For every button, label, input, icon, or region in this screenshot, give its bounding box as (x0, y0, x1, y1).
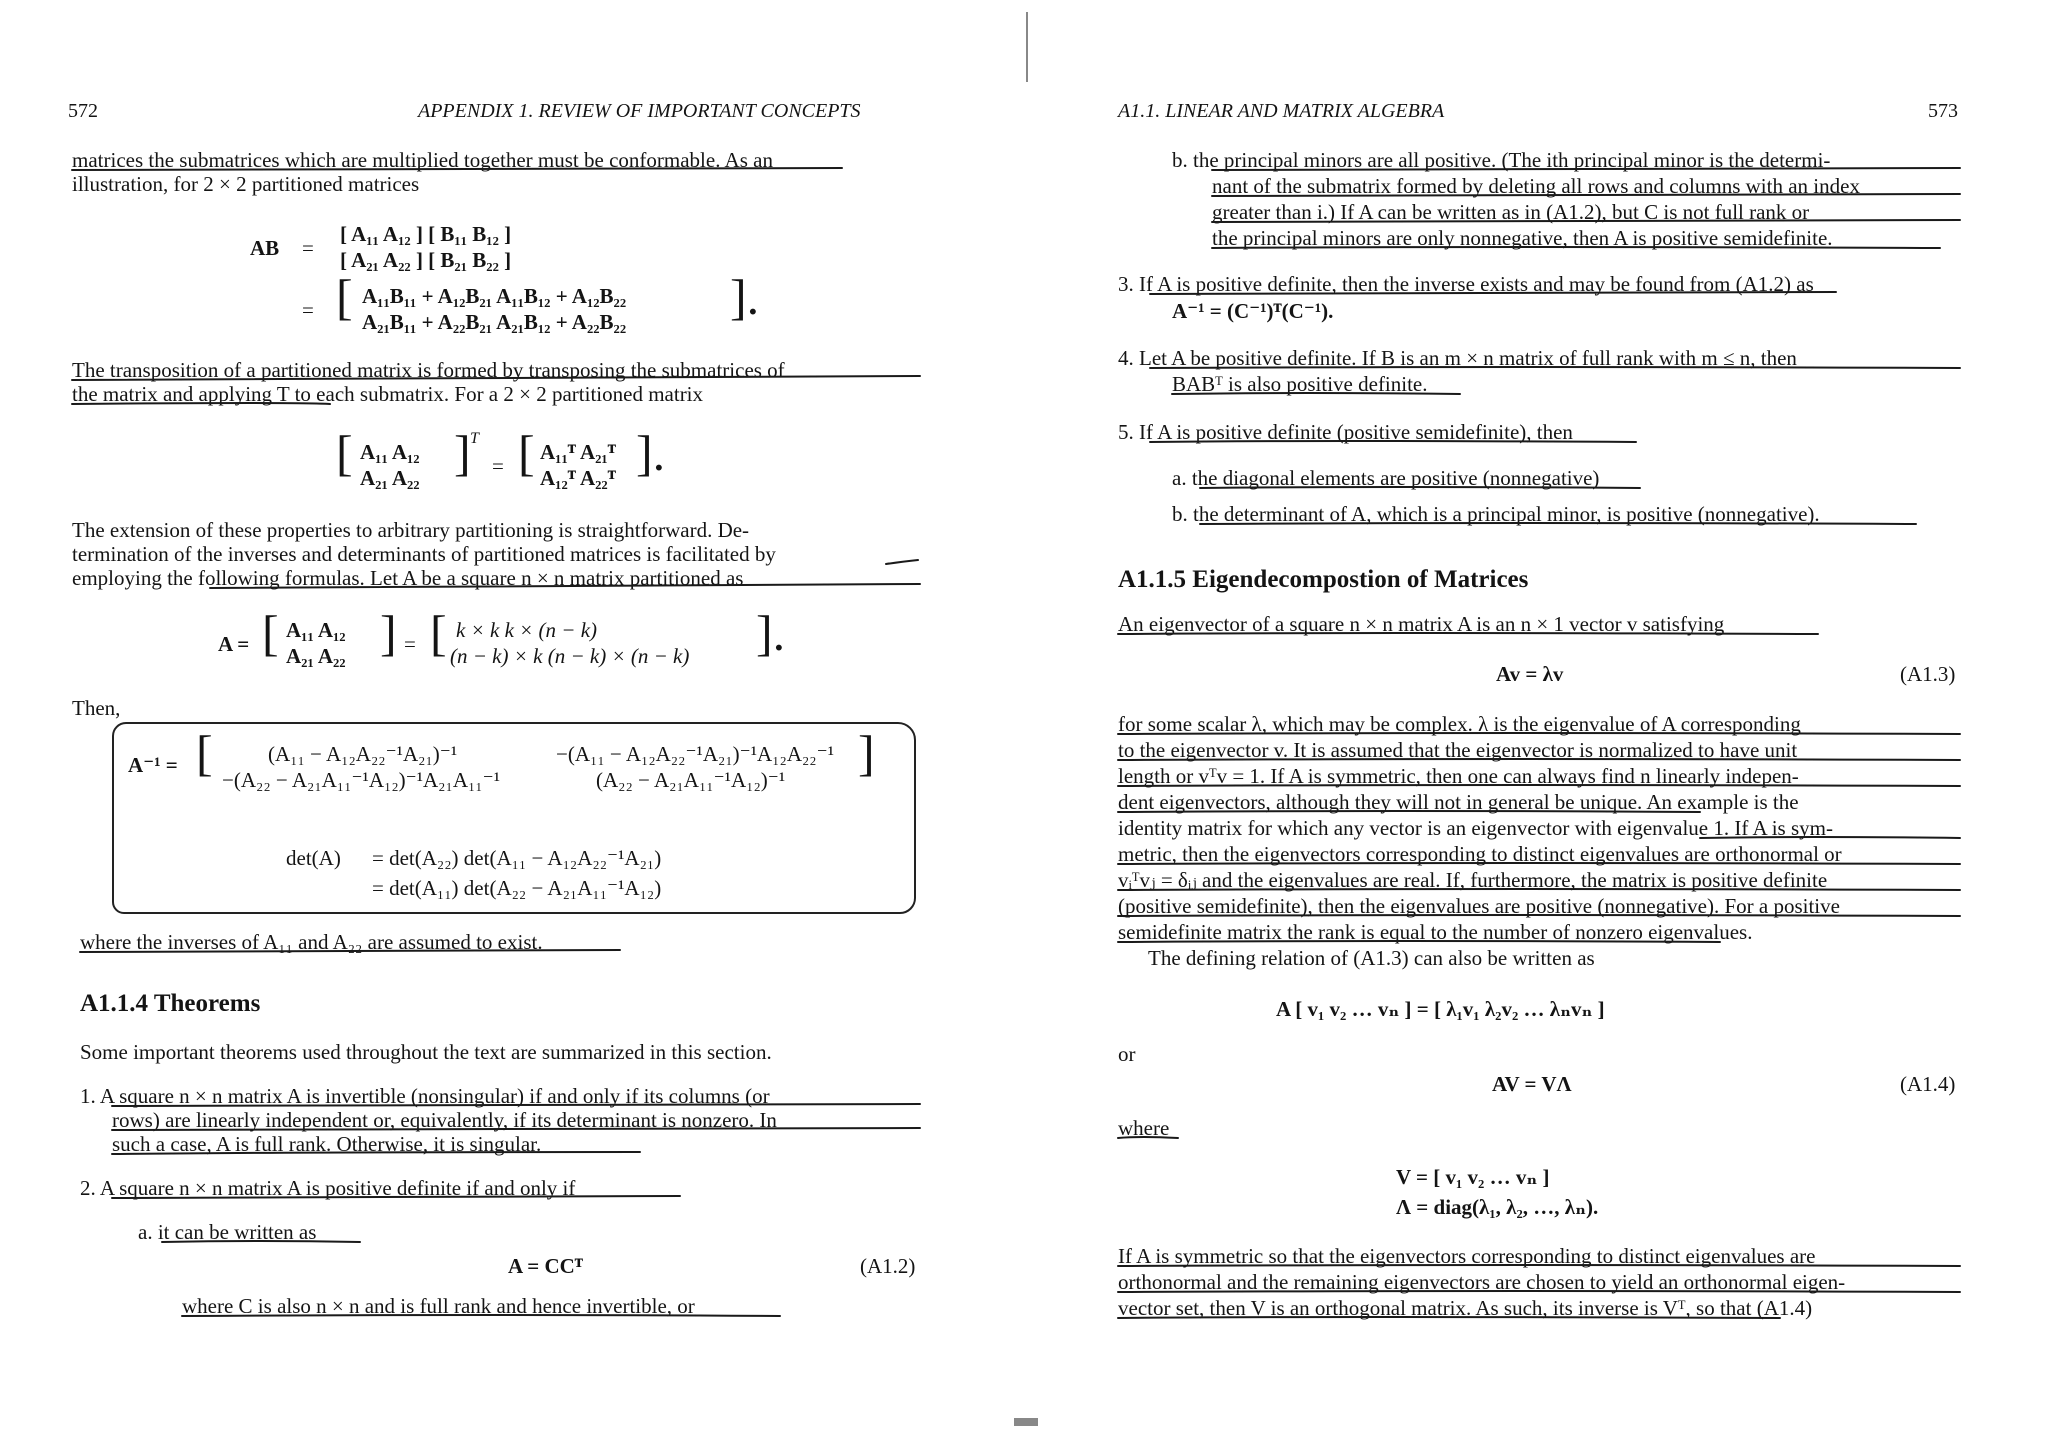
equation: A [ v₁ v₂ … vₙ ] = [ λ₁v₁ λ₂v₂ … λₙvₙ ] (1276, 997, 1605, 1021)
text-line: termination of the inverses and determinants of partitioned matrices is facilitated by (72, 542, 776, 566)
transpose-mark: T (470, 430, 479, 447)
bracket-left: [ (336, 425, 353, 481)
equation-row: = det(A₂₂) det(A₁₁ − A₁₂A₂₂⁻¹A₂₁) (372, 846, 662, 870)
list-item: 3. If A is positive definite, then the inverse exists and may be found from (A1.2) as (1118, 272, 1814, 296)
text-line: Then, (72, 696, 121, 720)
text-line: The extension of these properties to arbitrary partitioning is straightforward. De- (72, 518, 750, 542)
matrix-row: A₁₁ᵀ A₂₁ᵀ (540, 440, 616, 464)
list-item: such a case, A is full rank. Otherwise, it is singular. (112, 1132, 542, 1156)
equation-number: (A1.2) (860, 1254, 916, 1278)
bracket-left: [ (430, 605, 447, 661)
bracket-right: ]. (730, 269, 760, 325)
list-item: greater than i.) If A can be written as in (A1.2), but C is not full rank or (1212, 200, 1810, 224)
equation-row: Λ = diag(λ₁, λ₂, …, λₙ). (1396, 1195, 1599, 1219)
matrix-row: [ A₁₁ A₁₂ ] [ B₁₁ B₁₂ ] (340, 222, 512, 246)
matrix-row: k × k k × (n − k) (456, 618, 598, 642)
equation: AV = VΛ (1492, 1072, 1572, 1096)
matrix-row: A₂₁ A₂₂ (286, 644, 346, 668)
text-line: (positive semidefinite), then the eigenvalues are positive (nonnegative). For a positive (1118, 894, 1840, 918)
matrix-row: A₁₁B₁₁ + A₁₂B₂₁ A₁₁B₁₂ + A₁₂B₂₂ (362, 284, 627, 308)
bracket-right: ]. (756, 605, 786, 661)
text-line: orthonormal and the remaining eigenvectors are chosen to yield an orthonormal eigen- (1118, 1270, 1846, 1294)
equation-lhs: A⁻¹ = (128, 753, 178, 777)
equation: Av = λv (1496, 662, 1564, 686)
equation: A⁻¹ = (C⁻¹)ᵀ(C⁻¹). (1172, 299, 1334, 323)
equation-lhs: AB (250, 236, 280, 260)
text-line: An eigenvector of a square n × n matrix A is an n × 1 vector v satisfying (1118, 612, 1725, 636)
section-heading: A1.1.5 Eigendecompostion of Matrices (1118, 566, 1529, 593)
list-item: nant of the submatrix formed by deleting all rows and columns with an index (1212, 174, 1860, 198)
page-number: 573 (1928, 100, 1958, 122)
text-line: the matrix and applying T to each submatrix. For a 2 × 2 partitioned matrix (72, 382, 704, 406)
text-line: If A is symmetric so that the eigenvectors corresponding to distinct eigenvalues are (1118, 1244, 1816, 1268)
list-item: rows) are linearly independent or, equivalently, if its determinant is nonzero. In (112, 1108, 777, 1132)
matrix-entry: (A₂₂ − A₂₁A₁₁⁻¹A₁₂)⁻¹ (596, 768, 786, 792)
list-item: the principal minors are only nonnegative, then A is positive semidefinite. (1212, 226, 1833, 250)
list-item: b. the principal minors are all positive. (The ith principal minor is the determi- (1172, 148, 1831, 172)
text-line: length or vᵀv = 1. If A is symmetric, then one can always find n linearly indepen- (1118, 764, 1799, 788)
equation-row: = det(A₁₁) det(A₂₂ − A₂₁A₁₁⁻¹A₁₂) (372, 876, 662, 900)
bracket-left: [ (262, 605, 279, 661)
text-line: to the eigenvector v. It is assumed that the eigenvector is normalized to have unit (1118, 738, 1798, 762)
matrix-row: [ A₂₁ A₂₂ ] [ B₂₁ B₂₂ ] (340, 248, 512, 272)
page-number: 572 (68, 100, 98, 122)
running-head: A1.1. LINEAR AND MATRIX ALGEBRA (1118, 100, 1445, 122)
text-line: where the inverses of A₁₁ and A₂₂ are assumed to exist. (80, 930, 543, 954)
bracket-right: ] (858, 725, 875, 781)
list-item: b. the determinant of A, which is a principal minor, is positive (nonnegative). (1172, 502, 1820, 526)
matrix-row: A₂₁ A₂₂ (360, 466, 420, 490)
list-item: 2. A square n × n matrix A is positive definite if and only if (80, 1176, 576, 1200)
matrix-entry: −(A₂₂ − A₂₁A₁₁⁻¹A₁₂)⁻¹A₂₁A₁₁⁻¹ (222, 768, 501, 792)
list-item: BABᵀ is also positive definite. (1172, 372, 1428, 396)
text-line: employing the following formulas. Let A be a square n × n matrix partitioned as (72, 566, 744, 590)
text-line: The defining relation of (A1.3) can also be written as (1148, 946, 1595, 970)
text-line: Some important theorems used throughout the text are summarized in this section. (80, 1040, 772, 1064)
matrix-row: A₁₁ A₁₂ (360, 440, 420, 464)
matrix-row: (n − k) × k (n − k) × (n − k) (450, 644, 690, 668)
text-line: for some scalar λ, which may be complex. λ is the eigenvalue of A corresponding (1118, 712, 1801, 736)
text-line: illustration, for 2 × 2 partitioned matrices (72, 172, 420, 196)
bracket-right: ] (380, 605, 397, 661)
equation-lhs: A = (218, 632, 250, 656)
matrix-row: A₁₂ᵀ A₂₂ᵀ (540, 466, 616, 490)
bracket-right: ] (454, 425, 471, 481)
text-line: metric, then the eigenvectors corresponding to distinct eigenvalues are orthonormal or (1118, 842, 1842, 866)
text-line: where C is also n × n and is full rank and hence invertible, or (182, 1294, 695, 1318)
text-line: semidefinite matrix the rank is equal to the number of nonzero eigenvalues. (1118, 920, 1753, 944)
running-head: APPENDIX 1. REVIEW OF IMPORTANT CONCEPTS (418, 100, 861, 122)
list-item: a. the diagonal elements are positive (nonnegative) (1172, 466, 1600, 490)
matrix-entry: (A₁₁ − A₁₂A₂₂⁻¹A₂₁)⁻¹ (268, 742, 458, 766)
list-item: 1. A square n × n matrix A is invertible (nonsingular) if and only if its columns (or (80, 1084, 770, 1108)
equals-sign: = (404, 632, 416, 656)
bracket-left: [ (518, 425, 535, 481)
text-line: vᵢᵀvⱼ = δᵢⱼ and the eigenvalues are real. If, furthermore, the matrix is positive definite (1118, 868, 1828, 892)
text-line: identity matrix for which any vector is an eigenvector with eigenvalue 1. If A is sym- (1118, 816, 1833, 840)
equals-sign: = (302, 298, 314, 322)
matrix-entry: −(A₁₁ − A₁₂A₂₂⁻¹A₂₁)⁻¹A₁₂A₂₂⁻¹ (556, 742, 835, 766)
equation-number: (A1.3) (1900, 662, 1956, 686)
list-item: a. it can be written as (138, 1220, 317, 1244)
matrix-row: A₁₁ A₁₂ (286, 618, 346, 642)
list-item: 4. Let A be positive definite. If B is an m × n matrix of full rank with m ≤ n, then (1118, 346, 1797, 370)
text-line: where (1118, 1116, 1170, 1140)
text-line: or (1118, 1042, 1136, 1066)
equals-sign: = (302, 236, 314, 260)
equation: A = CCᵀ (508, 1254, 583, 1278)
bracket-left: [ (196, 725, 213, 781)
text-line: dent eigenvectors, although they will not in general be unique. An example is the (1118, 790, 1799, 814)
text-line: matrices the submatrices which are multiplied together must be conformable. As an (72, 148, 773, 172)
list-item: 5. If A is positive definite (positive semidefinite), then (1118, 420, 1573, 444)
bracket-right: ]. (636, 425, 666, 481)
equation-row: V = [ v₁ v₂ … vₙ ] (1396, 1165, 1550, 1189)
equation-number: (A1.4) (1900, 1072, 1956, 1096)
equals-sign: = (492, 454, 504, 478)
bracket-left: [ (336, 269, 353, 325)
section-heading: A1.1.4 Theorems (80, 990, 261, 1017)
text-line: vector set, then V is an orthogonal matrix. As such, its inverse is Vᵀ, so that (A1.4) (1118, 1296, 1813, 1320)
text-line: The transposition of a partitioned matrix is formed by transposing the submatrices of (72, 358, 785, 382)
equation-lhs: det(A) (286, 846, 341, 870)
matrix-row: A₂₁B₁₁ + A₂₂B₂₁ A₂₁B₁₂ + A₂₂B₂₂ (362, 310, 627, 334)
